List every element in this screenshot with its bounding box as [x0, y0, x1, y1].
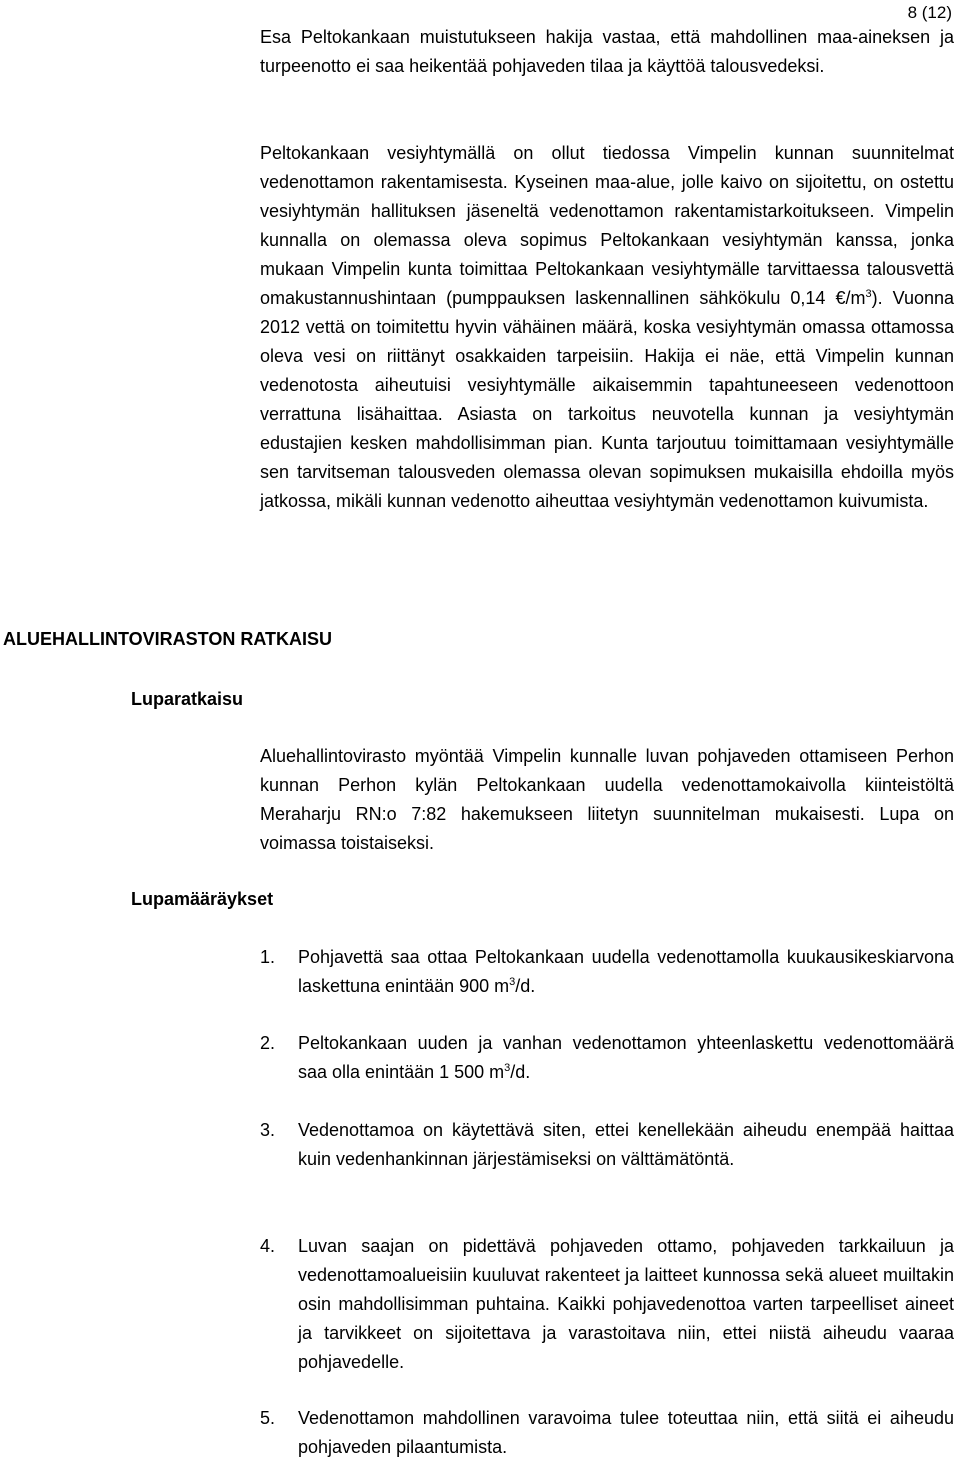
condition-text-part: /d.	[510, 1062, 531, 1082]
condition-number: 5.	[260, 1408, 276, 1428]
permit-decision-text: Aluehallintovirasto myöntää Vimpelin kunnalle luvan pohjaveden ottamiseen Perhon kunnan Perhon kylän Peltokankaan uudella vedenottamokaivolla kiinteistöltä Meraharju RN:o 7:82 hakemukseen liitetyn suunnitelman mukaisesti. Lupa on voimassa toistaiseksi.	[260, 746, 954, 853]
paragraph-applicant-response: Esa Peltokankaan muistutukseen hakija vastaa, että mahdollinen maa-aineksen ja turpeenotto ei saa heikentää pohjaveden tilaa ja käyttöä talousvedeksi.	[260, 27, 954, 76]
condition-item	[260, 1116, 954, 1174]
page-number: 8 (12)	[907, 3, 952, 22]
superscript: 3	[504, 1062, 511, 1074]
condition-number: 2.	[260, 1033, 276, 1053]
decision-heading: ALUEHALLINTOVIRASTON RATKAISU	[3, 629, 333, 649]
superscript: 3	[865, 288, 872, 300]
condition-text-part: /d.	[515, 976, 536, 996]
paragraph-text-part-2: ). Vuonna 2012 vettä on toimitettu hyvin vähäinen määrä, koska vesiyhtymän omassa ottamossa oleva vesi on riittänyt osakkaiden tarpeisiin. Hakija ei näe, että Vimpelin kunnan vedenotosta aiheutuisi vesiyhtymälle aikaisemmin tapahtuneeseen vedenottoon verrattuna lisähaittaa. Asiasta on tarkoitus neuvotella kunnan ja vesiyhtymän edustajien kesken mahdollisimman pian. Kunta tarjoutuu toimittamaan vesiyhtymälle sen tarvitseman talousveden olemassa olevan sopimuksen mukaisilla ehdoilla myös jatkossa, mikäli kunnan vedenotto aiheuttaa vesiyhtymän vedenottamon kuivumista.	[260, 288, 954, 511]
condition-item	[260, 1404, 954, 1462]
permit-decision-heading: Luparatkaisu	[131, 689, 244, 709]
paragraph-water-cooperative	[260, 139, 954, 516]
condition-text-part: Peltokankaan uuden ja vanhan vedenottamon yhteenlaskettu vedenottomäärä saa olla enintään 1 500 m	[298, 1033, 954, 1082]
condition-text: Vedenottamon mahdollinen varavoima tulee toteuttaa niin, että siitä ei aiheudu pohjaveden pilaantumista.	[298, 1408, 954, 1457]
condition-text: Luvan saajan on pidettävä pohjaveden ottamo, pohjaveden tarkkailuun ja vedenottamoalueisiin kuuluvat rakenteet ja laitteet kunnossa sekä alueet muiltakin osin mahdollisimman puhtaina. Kaikki pohjavedenottoa varten tarpeelliset aineet ja tarvikkeet on sijoitettava ja varastoitava niin, ettei niistä aiheudu vaaraa pohjavedelle.	[298, 1236, 954, 1372]
condition-text	[298, 943, 954, 1001]
condition-number: 3.	[260, 1120, 276, 1140]
condition-item	[260, 943, 954, 1001]
condition-number: 4.	[260, 1236, 276, 1256]
condition-number: 1.	[260, 947, 276, 967]
condition-text	[298, 1029, 954, 1087]
paragraph-text-part-1: Peltokankaan vesiyhtymällä on ollut tiedossa Vimpelin kunnan suunnitelmat vedenottamon rakentamisesta. Kyseinen maa-alue, jolle kaivo on sijoitettu, on ostettu vesiyhtymän hallituksen jäseneltä vedenottamon rakentamistarkoitukseen. Vimpelin kunnalla on olemassa oleva sopimus Peltokankaan vesiyhtymän kanssa, jonka mukaan Vimpelin kunta toimittaa Peltokankaan vesiyhtymälle tarvittaessa talousvettä omakustannushintaan (pumppauksen laskennallinen sähkökulu 0,14 €/m	[260, 143, 954, 308]
condition-item	[260, 1232, 954, 1377]
condition-item	[260, 1029, 954, 1087]
condition-text: Vedenottamoa on käytettävä siten, ettei kenellekään aiheudu enempää haittaa kuin vedenhankinnan järjestämiseksi on välttämätöntä.	[298, 1120, 954, 1169]
superscript: 3	[509, 976, 516, 988]
condition-text-part: Pohjavettä saa ottaa Peltokankaan uudella vedenottamolla kuukausikeskiarvona laskettuna enintään 900 m	[298, 947, 954, 996]
permit-conditions-heading: Lupamääräykset	[131, 889, 274, 909]
